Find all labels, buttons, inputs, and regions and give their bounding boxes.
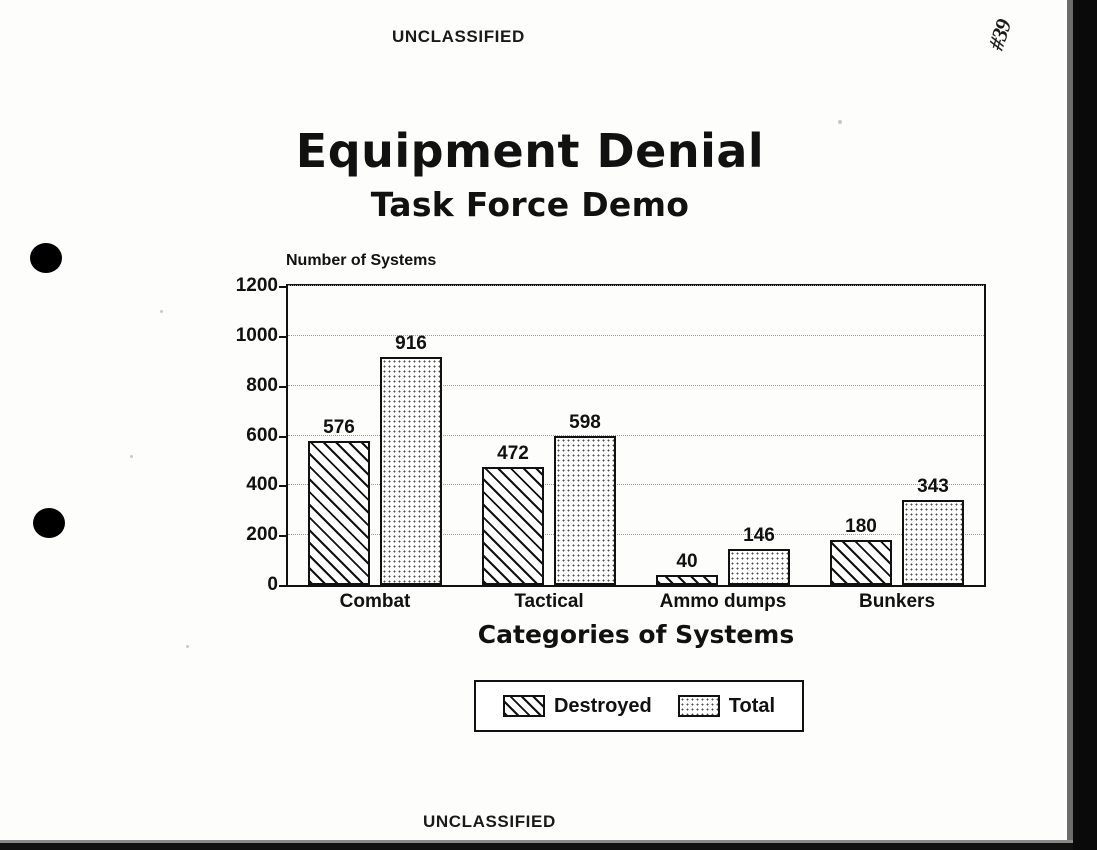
bar-value-label: 576 <box>323 417 355 439</box>
bar-value-label: 343 <box>917 475 949 497</box>
plot-area <box>286 284 986 587</box>
legend-entry-destroyed <box>503 695 652 718</box>
x-axis-title: Categories of Systems <box>477 620 795 649</box>
y-axis-tick-label: 600 <box>246 424 278 446</box>
page-speck <box>186 645 189 648</box>
legend-swatch-destroyed <box>503 695 545 717</box>
plot-inner <box>288 286 984 585</box>
classification-banner-bottom: UNCLASSIFIED <box>423 812 556 831</box>
page-speck <box>838 120 842 124</box>
page-speck <box>160 310 163 313</box>
punch-hole <box>33 508 65 538</box>
category-label-bunkers: Bunkers <box>858 591 936 612</box>
chart-title: Equipment Denial <box>295 124 765 178</box>
legend-entry-total <box>678 695 775 718</box>
y-axis-tick-mark <box>279 436 286 438</box>
y-axis-tick-mark <box>279 386 286 388</box>
y-axis-tick-mark <box>279 286 286 288</box>
bar-combat-destroyed <box>308 417 370 585</box>
chart-legend <box>474 680 804 732</box>
category-label-ammo-dumps: Ammo dumps <box>659 591 787 612</box>
y-axis-tick-mark <box>279 485 286 487</box>
y-axis-tick-label: 800 <box>246 374 278 396</box>
legend-label: Total <box>728 694 776 717</box>
bar-tactical-total <box>554 412 616 585</box>
classification-banner-top: UNCLASSIFIED <box>392 27 525 46</box>
y-axis-tick-label: 1200 <box>235 275 278 296</box>
gridline <box>288 335 984 336</box>
bar-tactical-destroyed <box>482 443 544 585</box>
bar-value-label: 598 <box>569 412 601 433</box>
y-axis-tick-mark <box>279 336 286 338</box>
y-axis-tick-mark <box>279 535 286 537</box>
scan-edge-right-soft <box>1067 0 1073 850</box>
y-axis-tick-label: 200 <box>246 524 278 546</box>
bar-bunkers-destroyed <box>830 516 892 585</box>
handwritten-corner-mark: #39 <box>983 16 1017 53</box>
y-axis-tick-label: 400 <box>246 474 278 496</box>
bar-ammo-dumps-total <box>728 524 790 585</box>
scan-edge-right <box>1073 0 1097 850</box>
bar-combat-total <box>380 332 442 585</box>
bar-value-label: 472 <box>497 443 529 465</box>
punch-hole <box>30 243 62 273</box>
y-axis-tick-label: 0 <box>267 574 278 595</box>
bar-bunkers-total <box>902 475 964 585</box>
page-speck <box>130 455 133 458</box>
category-label-combat: Combat <box>339 591 411 612</box>
category-label-tactical: Tactical <box>514 591 584 612</box>
scan-edge-bottom <box>0 843 1073 850</box>
y-axis-tick-label: 1000 <box>235 324 278 346</box>
y-axis-tick-mark <box>279 585 286 587</box>
legend-label: Destroyed <box>553 694 652 717</box>
bar-value-label: 180 <box>845 516 877 538</box>
bar-value-label: 146 <box>743 524 775 546</box>
bar-value-label: 40 <box>676 551 698 573</box>
gridline <box>288 285 984 286</box>
bar-ammo-dumps-destroyed <box>656 551 718 585</box>
chart-subtitle: Task Force Demo <box>370 185 690 224</box>
legend-swatch-total <box>678 695 720 717</box>
bar-chart <box>218 252 1008 672</box>
bar-value-label: 916 <box>395 332 427 354</box>
y-axis-title: Number of Systems <box>286 252 437 269</box>
